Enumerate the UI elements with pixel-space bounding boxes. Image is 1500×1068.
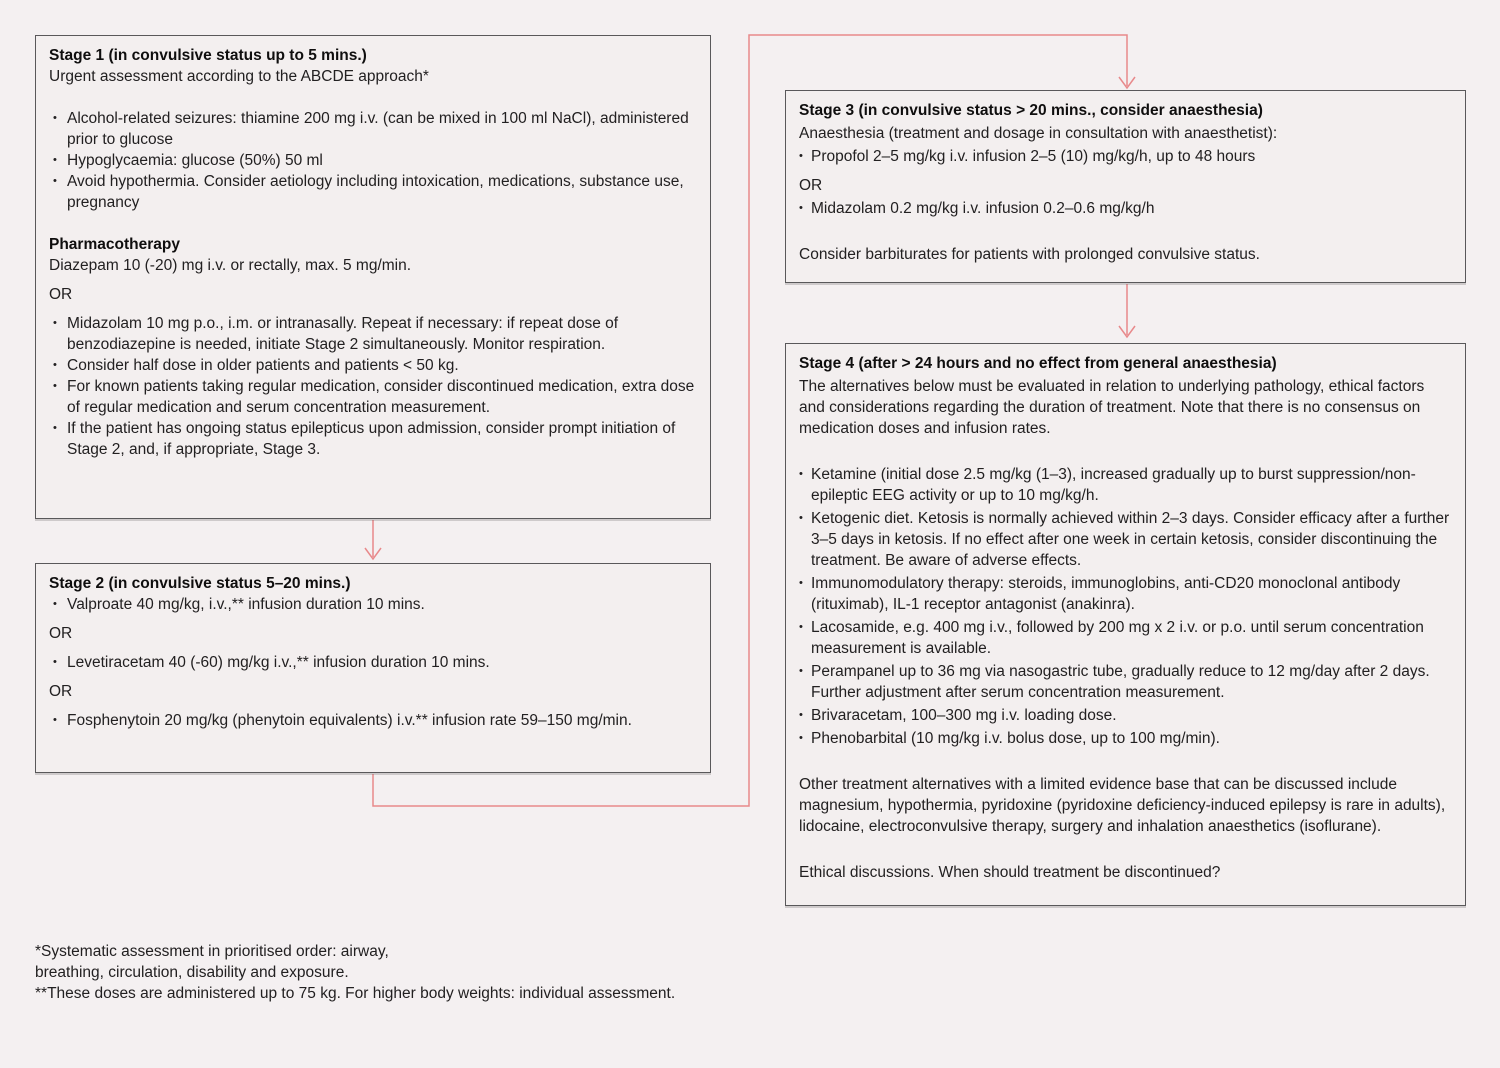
arrowhead-stage3-icon xyxy=(1119,77,1135,88)
text-block-bullet: • Ketamine (initial dose 2.5 mg/kg (1–3), increased gradually up to burst suppression/non-epileptic EEG activity or up to 10 mg/kg/h. xyxy=(799,464,1452,506)
stage1-box xyxy=(35,35,711,519)
text-block-gap xyxy=(49,213,697,234)
text-block-bullet: • Hypoglycaemia: glucose (50%) 50 ml xyxy=(49,150,697,171)
text-block-bullet: • Perampanel up to 36 mg via nasogastric tube, gradually reduce to 12 mg/day after 2 days. Further adjustment after serum concentration measurement. xyxy=(799,661,1452,703)
text-block-plain: **These doses are administered up to 75 kg. For higher body weights: individual assessment. xyxy=(35,985,676,1002)
text-block-bullet: • Midazolam 10 mg p.o., i.m. or intranasally. Repeat if necessary: if repeat dose of benzodiazepine is needed, initiate Stage 2 simultaneously. Monitor respiration. xyxy=(49,313,697,355)
text-block-bullet: • Brivaracetam, 100–300 mg i.v. loading dose. xyxy=(799,705,1452,726)
stage4-box xyxy=(785,343,1466,906)
text-block-gap xyxy=(49,87,697,108)
text-block-bullet: • Valproate 40 mg/kg, i.v.,** infusion duration 10 mins. xyxy=(49,594,697,615)
text-block-bullet: • If the patient has ongoing status epilepticus upon admission, consider prompt initiation of Stage 2, and, if appropriate, Stage 3. xyxy=(49,418,697,460)
text-block-gap xyxy=(799,839,1452,860)
text-block-bullet: • Lacosamide, e.g. 400 mg i.v., followed by 200 mg x 2 i.v. or p.o. until serum concentration measurement is available. xyxy=(799,617,1452,659)
text-block-plain: Diazepam 10 (-20) mg i.v. or rectally, max. 5 mg/min. xyxy=(49,257,412,274)
text-block-or: OR xyxy=(49,683,73,700)
footnotes xyxy=(35,941,935,1004)
stage2-box xyxy=(35,563,711,773)
arrowhead-stage4-icon xyxy=(1119,326,1135,337)
text-block-plain: The alternatives below must be evaluated in relation to underlying pathology, ethical factors and considerations regarding the duration of treatment. Note that there is no consensus on medication doses and infusion rates. xyxy=(799,378,1425,437)
text-block-bullet: • Ketogenic diet. Ketosis is normally achieved within 2–3 days. Consider efficacy after a further 3–5 days in ketosis. If no effect after one week in certain ketosis, consider discontinuing the treatment. Be aware of adverse effects. xyxy=(799,508,1452,571)
text-block-plain: Urgent assessment according to the ABCDE approach* xyxy=(49,68,429,85)
text-block-title: Stage 2 (in convulsive status 5–20 mins.) xyxy=(49,575,351,592)
text-block-bullet: • Phenobarbital (10 mg/kg i.v. bolus dose, up to 100 mg/min). xyxy=(799,728,1452,749)
text-block-or: OR xyxy=(799,177,823,194)
stage3-box xyxy=(785,90,1466,283)
text-block-bullet: • Consider half dose in older patients and patients < 50 kg. xyxy=(49,355,697,376)
text-block-plain: breathing, circulation, disability and exposure. xyxy=(35,964,349,981)
text-block-bullet: • Avoid hypothermia. Consider aetiology including intoxication, medications, substance use, pregnancy xyxy=(49,171,697,213)
text-block-bullet: • For known patients taking regular medication, consider discontinued medication, extra dose of regular medication and serum concentration measurement. xyxy=(49,376,697,418)
text-block-bullet: • Midazolam 0.2 mg/kg i.v. infusion 0.2–0.6 mg/kg/h xyxy=(799,198,1452,219)
text-block-bullet: • Immunomodulatory therapy: steroids, immunoglobins, anti-CD20 monoclonal antibody (rituximab), IL-1 receptor antagonist (anakinra). xyxy=(799,573,1452,615)
text-block-bullet: • Alcohol-related seizures: thiamine 200 mg i.v. (can be mixed in 100 ml NaCl), administered prior to glucose xyxy=(49,108,697,150)
text-block-gap xyxy=(799,221,1452,242)
text-block-plain: Anaesthesia (treatment and dosage in consultation with anaesthetist): xyxy=(799,125,1278,142)
text-block-or: OR xyxy=(49,625,73,642)
text-block-plain: Other treatment alternatives with a limited evidence base that can be discussed include magnesium, hypothermia, pyridoxine (pyridoxine deficiency-induced epilepsy is rare in adults), lidocaine, electroconvulsive therapy, surgery and inhalation anaesthetics (isoflurane). xyxy=(799,776,1446,835)
text-block-gap xyxy=(799,751,1452,772)
text-block-title: Stage 4 (after > 24 hours and no effect from general anaesthesia) xyxy=(799,355,1277,372)
text-block-plain: Ethical discussions. When should treatment be discontinued? xyxy=(799,864,1221,881)
text-block-bold: Pharmacotherapy xyxy=(49,236,180,253)
text-block-plain: *Systematic assessment in prioritised order: airway, xyxy=(35,943,389,960)
text-block-gap xyxy=(799,441,1452,462)
arrowhead-stage2-icon xyxy=(365,548,381,559)
text-block-or: OR xyxy=(49,286,73,303)
text-block-plain: Consider barbiturates for patients with prolonged convulsive status. xyxy=(799,246,1260,263)
text-block-bullet: • Fosphenytoin 20 mg/kg (phenytoin equivalents) i.v.** infusion rate 59–150 mg/min. xyxy=(49,710,697,731)
text-block-bullet: • Propofol 2–5 mg/kg i.v. infusion 2–5 (10) mg/kg/h, up to 48 hours xyxy=(799,146,1452,167)
text-block-bullet: • Levetiracetam 40 (-60) mg/kg i.v.,** infusion duration 10 mins. xyxy=(49,652,697,673)
text-block-title: Stage 3 (in convulsive status > 20 mins., consider anaesthesia) xyxy=(799,102,1263,119)
text-block-title: Stage 1 (in convulsive status up to 5 mins.) xyxy=(49,47,367,64)
